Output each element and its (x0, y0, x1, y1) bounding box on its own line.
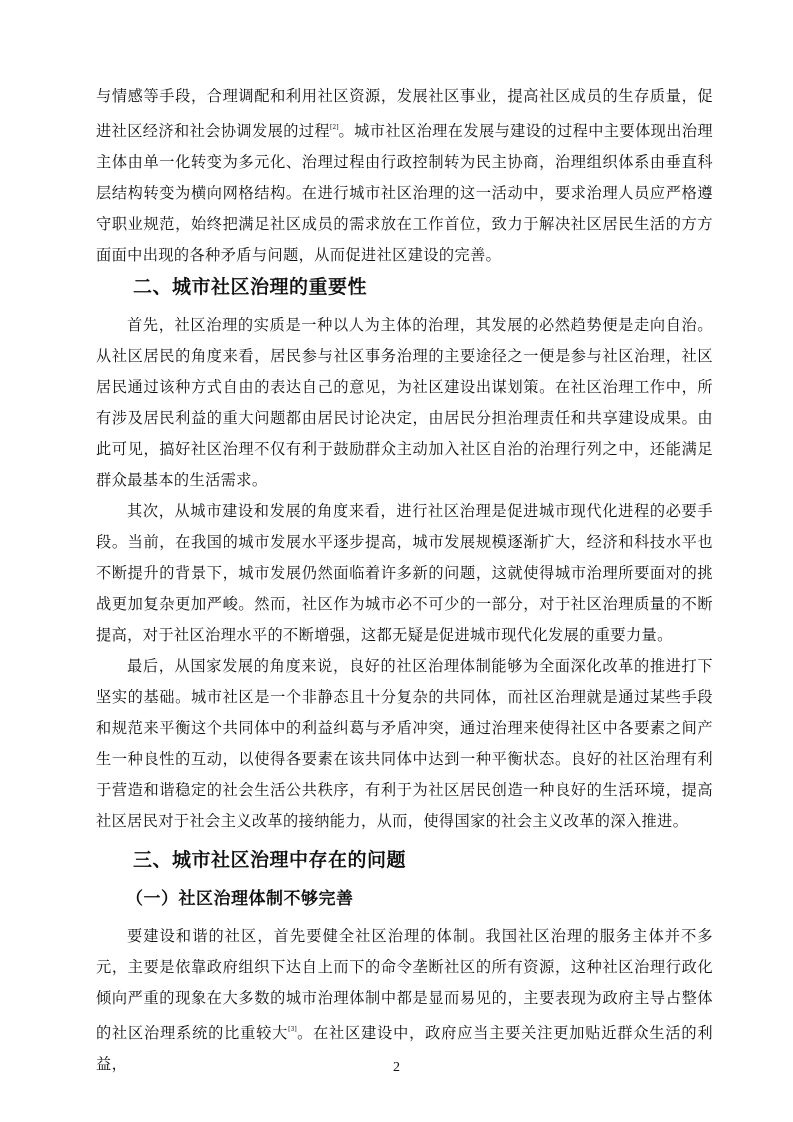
paragraph-system (96, 921, 713, 1080)
intro-text-block (96, 81, 713, 271)
paragraph-firstly: 首先，社区治理的实质是一种以人为主体的治理，其发展的必然趋势便是走向自治。从社区居民的角度来看，居民参与社区事务治理的主要途径之一便是参与社区治理，社区居民通过该种方式自由的表达自己的意见，为社区建设出谋划策。在社区治理工作中，所有涉及居民利益的重大问题都由居民讨论决定，由居民分担治理责任和共享建设成果。由此可见，搞好社区治理不仅有利于鼓励群众主动加入社区自治的治理行列之中，还能满足群众最基本的生活需求。 (96, 316, 713, 489)
paragraph-finally: 最后，从国家发展的角度来说，良好的社区治理体制能够为全面深化改革的推进打下坚实的基础。城市社区是一个非静态且十分复杂的共同体，而社区治理就是通过某些手段和规范来平衡这个共同体中的利益纠葛与矛盾冲突，通过治理来使得社区中各要素之间产生一种良性的互动，以使得各要素在该共同体中达到一种平衡状态。良好的社区治理有利于营造和谐稳定的社会生活公共秩序，有利于为社区居民创造一种良好的生活环境，提高社区居民对于社会主义改革的接纳能力，从而，使得国家的社会主义改革的深入推进。 (96, 657, 713, 830)
paragraph-text: 与情感等手段，合理调配和利用社区资源，发展社区事业，提高社区成员的生存质量，促进社区经济和社会协调发展的过程 (96, 87, 713, 140)
section-heading-problems: 三、城市社区治理中存在的问题 (133, 849, 407, 871)
paragraph-text: 。在社区建设中，政府应当主要关注更加贴近群众生活的利益， (96, 1024, 713, 1073)
citation-ref: [3] (288, 1026, 297, 1033)
page-number: 2 (393, 1060, 400, 1075)
subsection-heading-system: （一）社区治理体制不够完善 (126, 889, 354, 909)
paragraph-secondly: 其次，从城市建设和发展的角度来看，进行社区治理是促进城市现代化进程的必要手段。当前，在我国的城市发展水平逐步提高，城市发展规模逐渐扩大，经济和科技水平也不断提升的背景下，城市发展仍然面临着许多新的问题，这就使得城市治理所要面对的挑战更加复杂更加严峻。然而，社区作为城市必不可少的一部分，对于社区治理质量的不断提高，对于社区治理水平的不断增强，这都无疑是促进城市现代化发展的重要力量。 (96, 502, 713, 644)
problems-text-block (96, 921, 713, 1080)
section-heading-importance: 二、城市社区治理的重要性 (133, 276, 368, 298)
citation-ref: [2] (330, 124, 339, 131)
importance-text-block (96, 310, 713, 837)
paragraph-continuation (96, 81, 713, 271)
paragraph-text: 。城市社区治理在发展与建设的过程中主要体现出治理主体由单一化转变为多元化、治理过程由行政控制转为民主协商，治理组织体系由垂直科层结构转变为横向网格结构。在进行城市社区治理的这一活动中，要求治理人员应严格遵守职业规范，始终把满足社区成员的需求放在工作首位，致力于解决社区居民生活的方方面面中出现的各种矛盾与问题，从而促进社区建设的完善。 (96, 122, 714, 264)
paragraph-text: 要建设和谐的社区，首先要健全社区治理的体制。我国社区治理的服务主体并不多元，主要是依靠政府组织下达自上而下的命令垄断社区的所有资源，这种社区治理行政化倾向严重的现象在大多数的城市治理体制中都是显而易见的，主要表现为政府主导占整体的社区治理系统的比重较大 (96, 927, 713, 1042)
